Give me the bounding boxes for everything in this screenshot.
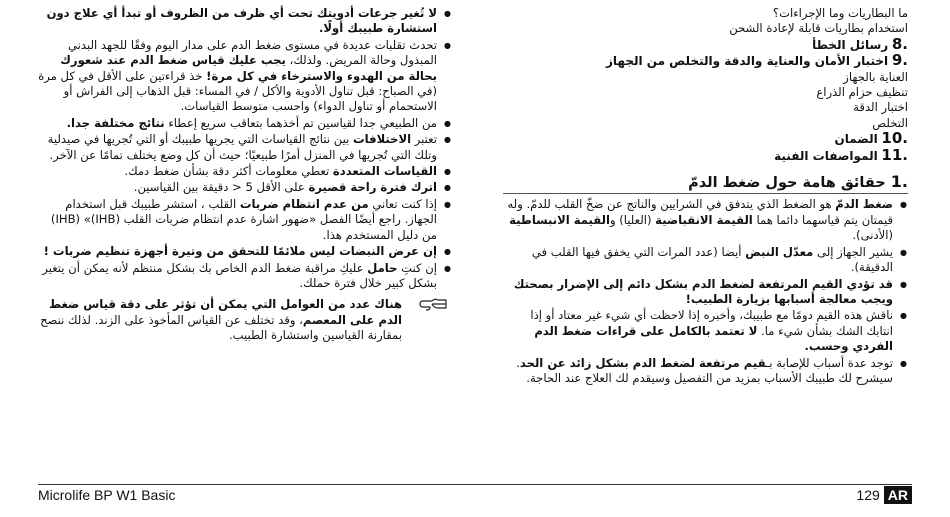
list-item	[38, 261, 437, 292]
pointing-hand-icon	[418, 295, 448, 313]
note-text	[38, 297, 402, 343]
bold-text: هناك عدد من العوامل التي يمكن أن تؤثر على دقة قياس ضغط الدم على المعصم	[49, 297, 402, 327]
text-run: تعطي معلومات أكثر دقة بشأن ضغط دمك.	[124, 164, 333, 179]
bold-text: ضغط الدمّ	[835, 197, 893, 212]
toc-entry-title: رسائل الخطأ	[812, 37, 889, 52]
right-column	[503, 6, 908, 387]
text-run: من الطبيعي جدا لقياسين تم أخذهما بتعاقب سريع إعطاء	[164, 115, 437, 130]
text-run: (العليا) و	[609, 212, 656, 227]
section-heading	[503, 174, 908, 191]
bold-text: يجب عليك قياس ضغط الدم عند شعورك بحالة من الهدوء والاسترخاء في كل مرة!	[60, 53, 437, 83]
section-number: .1	[890, 172, 908, 192]
list-item	[503, 356, 893, 387]
bold-text: اترك فترة راحة قصيرة	[308, 180, 437, 195]
toc-entry-title: الضمان	[834, 132, 878, 147]
text-run: على الأقل 5 < دقيقة بين القياسين.	[133, 180, 309, 195]
bold-text: من عدم انتظام ضربات	[239, 196, 369, 211]
toc-entry-number: .9	[891, 51, 908, 70]
toc-line: استخدام بطاريات قابلة لإعادة الشحن	[729, 21, 908, 36]
language-badge: AR	[884, 486, 912, 504]
text-run: إذا كنت تعاني	[368, 196, 437, 211]
bold-text: القيمة الانقباضية	[655, 212, 753, 227]
facts-list	[503, 197, 908, 386]
toc-subentry: التخلص	[872, 115, 908, 130]
table-of-contents	[503, 6, 908, 164]
list-item	[503, 277, 893, 308]
toc-entry-title: اختبار الأمان والعناية والدقة والتخلص من الجهاز	[605, 54, 889, 69]
bold-text: نتائج مختلفة جدا.	[66, 115, 165, 130]
list-item	[503, 197, 893, 243]
bold-text: لا تعتمد بالكامل على قراءات ضغط الدم الفردي وحسب.	[534, 323, 893, 354]
toc-entry	[503, 34, 908, 53]
bold-text: قيم مرتفعة لضغط الدم بشكل زائد عن الحد	[519, 355, 766, 370]
note-block	[38, 297, 452, 343]
text-run: . سيشرح لك طبيبك الأسباب بمزيد من التفصيل وسيقدم لك العلاج عند الحاجة.	[516, 355, 893, 385]
text-run: (الأدنى).	[852, 228, 893, 243]
text-run: توجد عدة أسباب للإصابة بـ	[765, 355, 893, 370]
text-run: إن كنتِ	[397, 260, 437, 275]
bold-text: لا تُغير جرعات أدويتك تحت أي ظرف من الظروف أو تبدأ أي علاج دون استشارة طبيبك أولًا.	[46, 6, 437, 36]
toc-entry-number: .10	[881, 129, 908, 148]
list-item	[38, 164, 437, 179]
bold-text: القيمة الانبساطية	[509, 212, 610, 227]
advice-list	[38, 6, 452, 291]
toc-subentry: تنظيف حزام الذراع	[816, 85, 908, 100]
toc-entry-number: .11	[881, 145, 908, 164]
text-run: ، وقد تختلف عن القياس المأخوذ على الزند. لذلك ننصح بمقارنة القياسين واستشارة الطبيب.	[40, 312, 402, 343]
page-number: 129	[856, 487, 880, 503]
text-run: خذ قراءتين على الأقل في كل مرة (في الصباح: قبل تناول الأدوية والأكل / في المساء: قبل الذهاب إلى الفراش أو الاستحمام أو تناول الدواء) واحسب متوسط القياسات.	[38, 68, 437, 114]
list-item	[38, 6, 437, 37]
toc-line: ما البطاريات وما الإجراءات؟	[772, 6, 908, 20]
toc-entry	[503, 53, 908, 69]
toc-subentry: اختبار الدقة	[853, 100, 908, 115]
list-item	[38, 38, 437, 115]
bold-text: إن عرض النبضات ليس ملائمًا للتحقق من وتيرة أجهزة تنظيم ضربات !	[43, 244, 437, 259]
toc-entry	[503, 131, 908, 147]
text-run: هو الضغط الذي يتدفق في الشرايين والناتج عن ضخّ القلب للدمّ. وله قيمتان يتم قياسهما دائما هما	[507, 197, 893, 227]
list-item	[38, 116, 437, 131]
bold-text: الاختلافات	[353, 132, 412, 147]
footer-product: Microlife BP W1 Basic	[38, 487, 176, 503]
list-item	[38, 180, 437, 195]
text-run: تعتبر	[411, 132, 437, 147]
toc-entry-number: .8	[891, 34, 908, 53]
left-column	[38, 6, 452, 344]
text-run: يشير الجهاز إلى	[813, 244, 893, 259]
toc-entry	[503, 145, 908, 164]
text-run: عليكِ مراقبة ضغط الدم الخاص بك بشكل منتظم لأنه يمكن أن يتغير بشكل كبير خلال فترة حملك.	[42, 260, 437, 290]
list-item	[38, 132, 437, 163]
bold-text: قد تؤدي القيم المرتفعة لضغط الدم بشكل دائم إلى الإضرار بصحتك ويجب معالجة أسبابها بزيارة الطبيب!	[513, 276, 893, 306]
toc-subentry: العناية بالجهاز	[843, 69, 908, 84]
text-run: أيضا (عدد المرات التي يخفق فيها القلب في الدقيقة).	[531, 244, 893, 275]
bold-text: معدّل النبض	[745, 244, 814, 259]
list-item	[38, 244, 437, 259]
list-item	[38, 197, 437, 243]
toc-entry-title: المواصفات الفنية	[774, 148, 878, 163]
footer-rule	[38, 484, 912, 485]
list-item	[503, 245, 893, 276]
text-run: بين نتائج القياسات التي يجريها طبيبك أو التي تُجريها في صيدلية وتلك التي تُجريها في المنزل أمرًا طبيعيًا؛ حيث أن كل وضع يختلف تمامًا عن الآخر.	[47, 132, 437, 162]
section-title: حقائق هامة حول ضغط الدمّ	[688, 175, 886, 192]
bold-text: القياسات المتعددة	[332, 164, 437, 179]
footer-page	[856, 486, 912, 504]
text-run: القلب ، استشر طبيبك قبل استخدام الجهاز. راجع أيضًا الفصل «ضهور اشارة عدم انتظام ضربات القلب (IHB)» (IHB) من دليل المستخدم هذا.	[50, 196, 437, 242]
text-run: تحدث تقلبات عديدة في مستوى ضغط الدم على مدار اليوم وفقًا للجهد البدني المبذول وحالة المريض. ولذلك،	[68, 37, 437, 68]
section-rule	[503, 193, 908, 194]
text-run: ناقش هذه القيم دومًا مع طبيبك، وأخبره إذا لاحظت أي شيء غير معتاد أو إذا انتابك الشك بشأن شيء ما.	[530, 308, 893, 338]
list-item	[503, 308, 893, 354]
bold-text: حامل	[367, 260, 398, 275]
